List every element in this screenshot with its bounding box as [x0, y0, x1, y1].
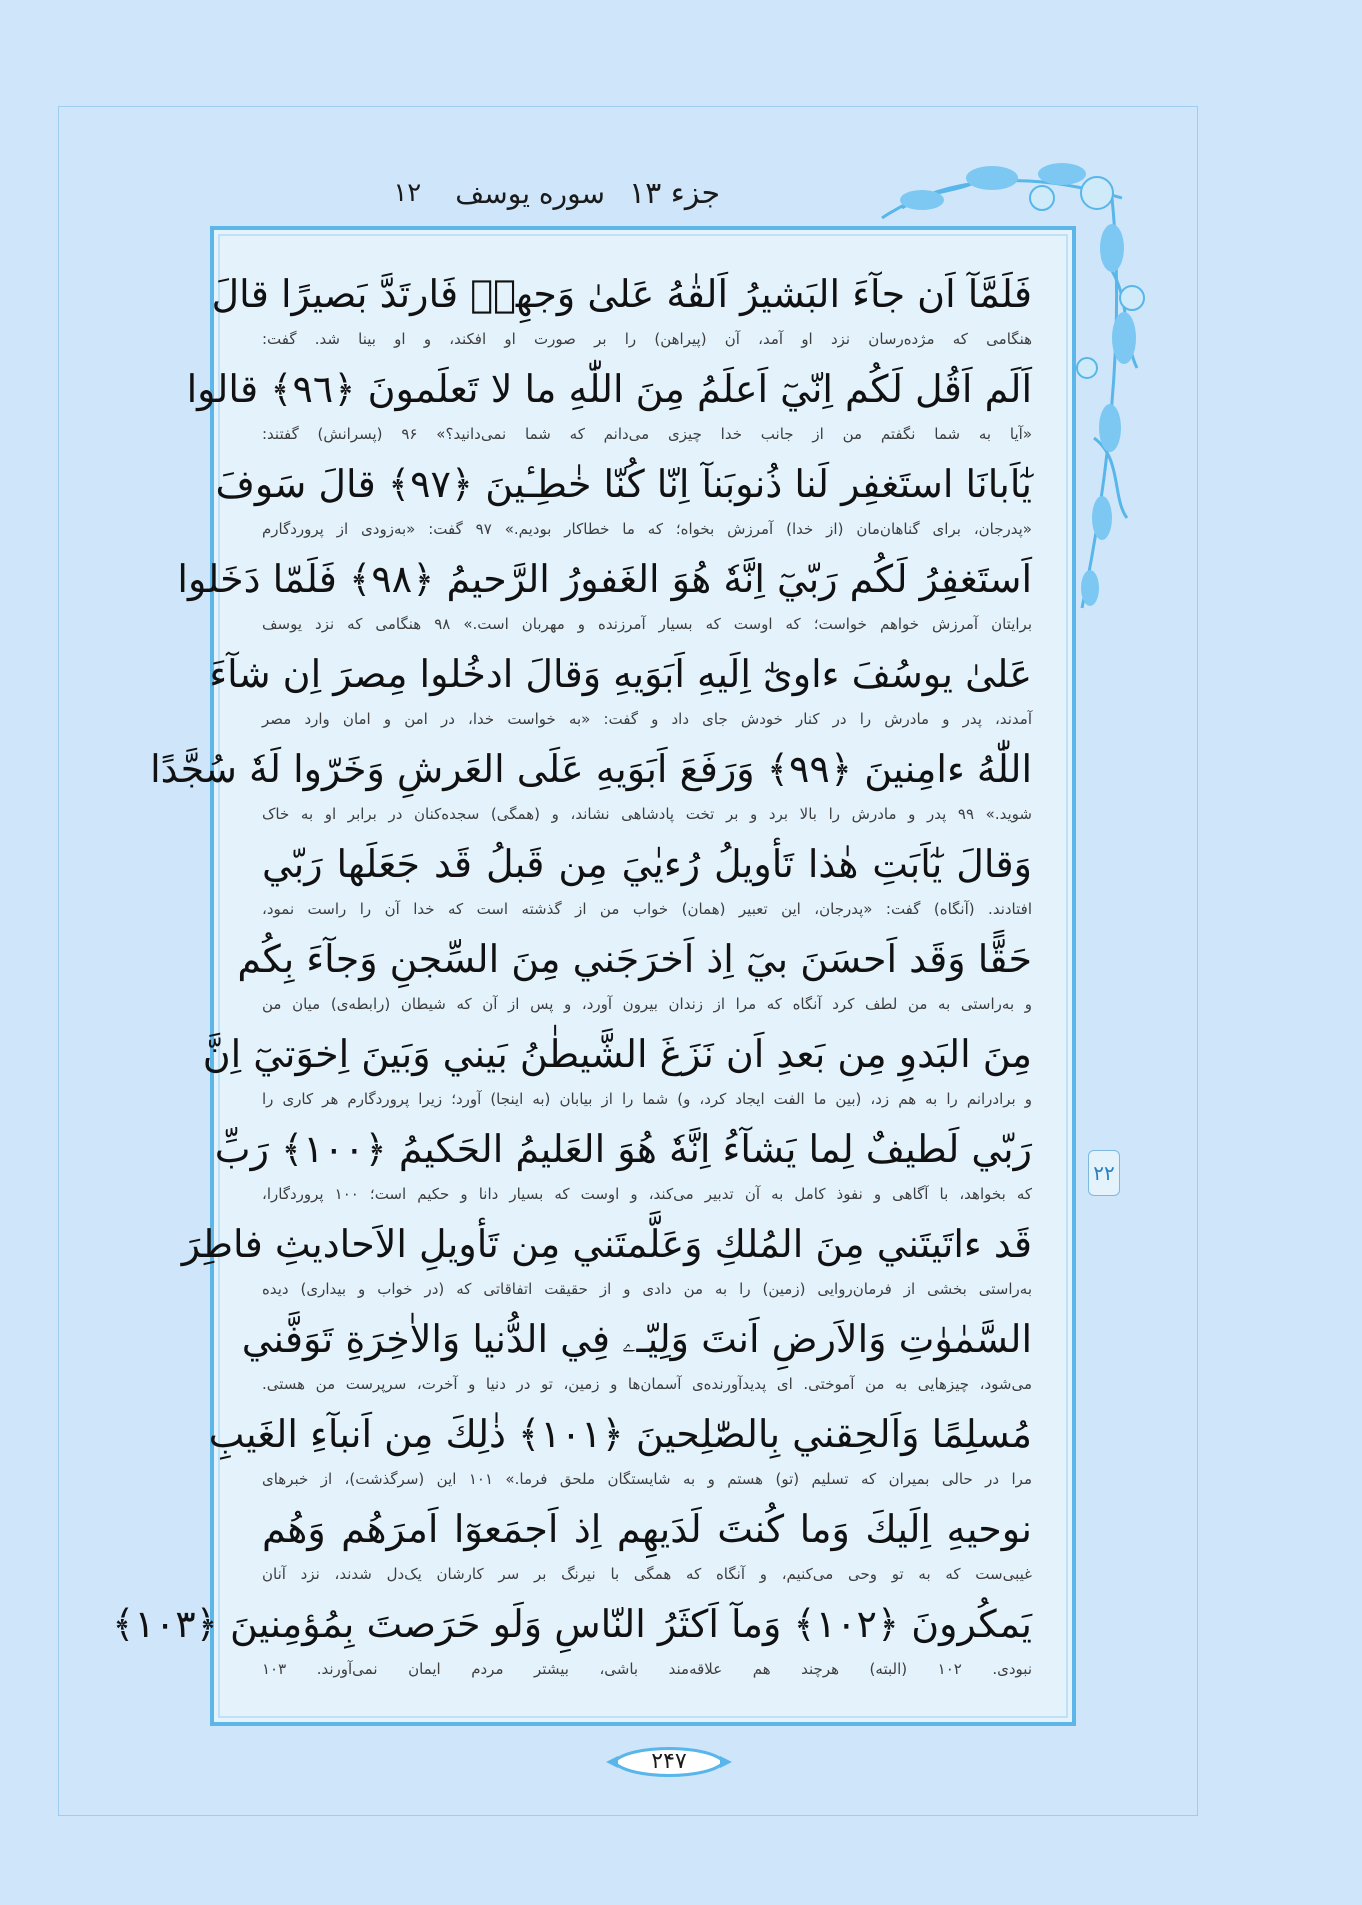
page-number-badge	[604, 1736, 734, 1788]
persian-translation: «پدرجان، برای گناهان‌مان (از خدا) آمرزش بخواه؛ که ما خطاکار بودیم.» ۹۷ گفت: «به‌زودی از پروردگارم	[262, 520, 1032, 538]
arabic-text: قَد ءاتَيتَني مِنَ المُلكِ وَعَلَّمتَني مِن تَأويلِ الاَحاديثِ فاطِرَ	[181, 1222, 1032, 1266]
page-header	[360, 170, 720, 216]
persian-translation: شوید.» ۹۹ پدر و مادرش را بالا برد و بر تخت پادشاهی نشاند، و (همگی) سجده‌کنان در برابر او به خاک	[262, 805, 1032, 823]
hizb-marker: ۲۲	[1088, 1150, 1120, 1196]
arabic-text: اَلَم اَقُل لَكُم اِنّيٓ اَعلَمُ مِنَ اللّٰهِ ما لا تَعلَمونَ ﴿٩٦﴾ قالوا	[186, 367, 1032, 411]
verse-line	[214, 1119, 1033, 1214]
verse-line	[215, 454, 1032, 549]
arabic-text: فَلَمَّآ اَن جآءَ البَشيرُ اَلقٰهُ عَلىٰ وَجهِهٖ فَارتَدَّ بَصيرًا قالَ	[211, 272, 1032, 316]
persian-translation: و به‌راستی به من لطف کرد آنگاه که مرا از زندان بیرون آورد، و پس از آن که شیطان (رابطه‌ی) میان من	[262, 995, 1032, 1013]
persian-translation: افتادند. (آنگاه) گفت: «پدرجان، این تعبیر (همان) خواب من از گذشته است که خدا آن را راست نمود،	[262, 900, 1032, 918]
surah-number: ۱۲	[393, 178, 422, 208]
persian-translation: نبودی. ۱۰۲ (البته) هرچند هم علاقه‌مند باشی، بیشتر مردم ایمان نمی‌آورند. ۱۰۳	[262, 1660, 1032, 1678]
surah-name: سوره یوسف	[455, 176, 606, 210]
text-page	[112, 226, 1076, 1726]
verse-line	[112, 1594, 1032, 1689]
arabic-text: رَبّي لَطيفٌ لِما يَشآءُ اِنَّهٗ هُوَ العَليمُ الحَكيمُ ﴿١٠٠﴾ رَبِّ	[214, 1127, 1032, 1171]
persian-translation: برایتان آمرزش خواهم خواست؛ که اوست که بسیار آمرزنده و مهربان است.» ۹۸ هنگامی که نزد یوسف	[262, 615, 1033, 633]
arabic-text: نوحيهِ اِلَيكَ وَما كُنتَ لَدَيهِم اِذ اَجمَعوٓا اَمرَهُم وَهُم	[262, 1507, 1032, 1551]
verse-line	[262, 1499, 1032, 1594]
persian-translation: و برادرانم را به هم زد، (بین ما الفت ایجاد کرد، و) شما را از بیابان (به اینجا) آورد؛ زیرا پروردگارم هر کاری را	[262, 1090, 1032, 1108]
verse-line	[262, 834, 1032, 929]
verse-lines	[112, 264, 1033, 1689]
arabic-text: عَلىٰ يوسُفَ ءاوىٰٓ اِلَيهِ اَبَوَيهِ وَقالَ ادخُلوا مِصرَ اِن شآءَ	[209, 652, 1032, 696]
verse-line	[177, 549, 1033, 644]
persian-translation: مرا در حالی بمیران که تسلیم (تو) هستم و به شایستگان ملحق فرما.» ۱۰۱ این (سرگذشت)، از خبرهای	[262, 1470, 1032, 1488]
persian-translation: می‌شود، چیزهایی به من آموختی. ای پدیدآورنده‌ی آسمان‌ها و زمین، تو در دنیا و آخرت، سرپرست من هستی.	[262, 1375, 1032, 1393]
persian-translation: آمدند، پدر و مادرش را در کنار خودش جای داد و گفت: «به خواست خدا، در امن و امان وارد مصر	[262, 710, 1032, 728]
arabic-text: السَّمٰوٰتِ وَالاَرضِ اَنتَ وَلِيّـۦ فِي الدُّنيا وَالاٰخِرَةِ تَوَفَّني	[241, 1317, 1032, 1361]
arabic-text: يَمكُرونَ ﴿١٠٢﴾ وَمآ اَكثَرُ النّاسِ وَلَو حَرَصتَ بِمُؤمِنينَ ﴿١٠٣﴾	[112, 1602, 1032, 1646]
verse-line	[186, 359, 1033, 454]
persian-translation: که بخواهد، با آگاهی و نفوذ کامل به آن تدبیر می‌کند، و اوست که بسیار دانا و حکیم است؛ ۱۰۰ پروردگارا،	[262, 1185, 1033, 1203]
persian-translation: غیبی‌ست که به تو وحی می‌کنیم، و آنگاه که همگی با نیرنگ بر سر کارشان یک‌دل شدند، نزد آنان	[262, 1565, 1032, 1583]
verse-line	[237, 929, 1032, 1024]
persian-translation: هنگامی که مژده‌رسان نزد او آمد، آن (پیراهن) را بر صورت او افکند، و او بینا شد. گفت:	[262, 330, 1032, 348]
verse-line	[208, 1404, 1032, 1499]
arabic-text: وَقالَ يٰٓاَبَتِ هٰذا تَأويلُ رُءيٰيَ مِن قَبلُ قَد جَعَلَها رَبّي	[262, 842, 1032, 886]
verse-line	[202, 1024, 1032, 1119]
arabic-text: مِنَ البَدوِ مِن بَعدِ اَن نَزَغَ الشَّيطٰنُ بَيني وَبَينَ اِخوَتيٓ اِنَّ	[202, 1032, 1032, 1076]
verse-line	[209, 644, 1032, 739]
arabic-text: اَستَغفِرُ لَكُم رَبّيٓ اِنَّهٗ هُوَ الغَفورُ الرَّحيمُ ﴿٩٨﴾ فَلَمّا دَخَلوا	[177, 557, 1032, 601]
persian-translation: «آیا به شما نگفتم من از جانب خدا چیزی می‌دانم که شما نمی‌دانید؟» ۹۶ (پسرانش) گفتند:	[262, 425, 1033, 443]
arabic-text: مُسلِمًا وَاَلحِقني بِالصّٰلِحينَ ﴿١٠١﴾ ذٰلِكَ مِن اَنبآءِ الغَيبِ	[208, 1412, 1032, 1456]
persian-translation: به‌راستی بخشی از فرمان‌روایی (زمین) را به من دادی و از حقیقت اتفاقاتی که (در خواب و بیداری) دیده	[262, 1280, 1032, 1298]
arabic-text: حَقًّا وَقَد اَحسَنَ بيٓ اِذ اَخرَجَني مِنَ السِّجنِ وَجآءَ بِكُم	[237, 937, 1032, 981]
arabic-text: اللّٰهُ ءامِنينَ ﴿٩٩﴾ وَرَفَعَ اَبَوَيهِ عَلَى العَرشِ وَخَرّوا لَهٗ سُجَّدًا	[150, 747, 1032, 791]
verse-line	[181, 1214, 1032, 1309]
verse-line	[211, 264, 1032, 359]
verse-line	[241, 1309, 1032, 1404]
verse-line	[150, 739, 1032, 834]
arabic-text: يٰٓاَبانَا استَغفِر لَنا ذُنوبَنآ اِنّا كُنّا خٰطِـٔينَ ﴿٩٧﴾ قالَ سَوفَ	[215, 462, 1032, 506]
page-number: ۲۴۷	[651, 1749, 687, 1774]
juz-label: جزء ۱۳	[629, 175, 720, 211]
